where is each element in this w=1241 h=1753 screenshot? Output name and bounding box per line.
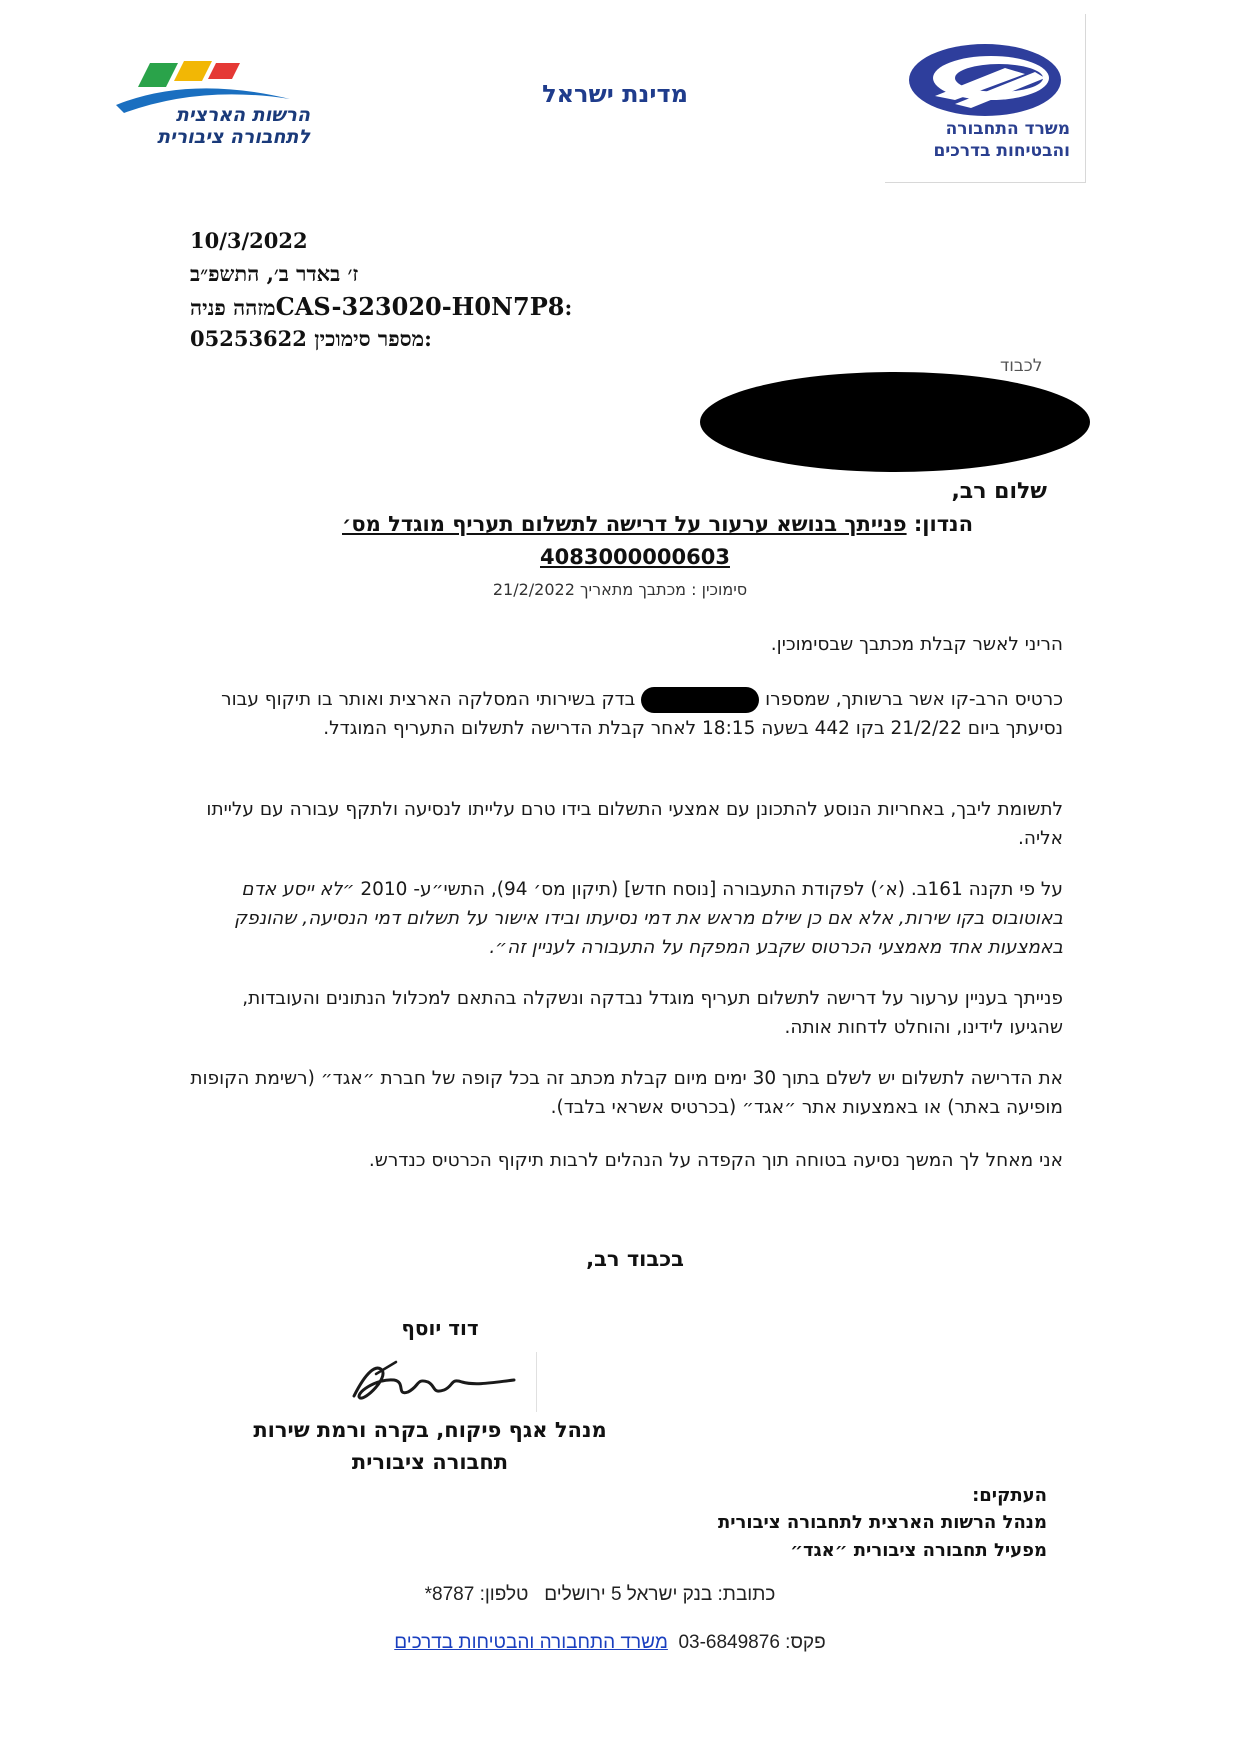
paragraph-5: פנייתך בעניין ערעור על דרישה לתשלום תעריף מוגדל נבדקה ונשקלה בהתאם למכלול הנתונים והעובדות, שהגיעו לידינו, והוחלט לדחות אותה. [242,988,1063,1038]
ref-id-value: CAS-323020-H0N7P8 [275,292,565,321]
subject-number: 4083000000603 [540,545,730,569]
subject-label: הנדון: [913,512,973,536]
ref-id-row [190,292,572,321]
paragraph-1: הריני לאשר קבלת מכתבך שבסימוכין. [770,634,1063,655]
date-gregorian: 10/3/2022 [190,228,308,253]
recipient-redaction [700,372,1090,472]
copies-line1: מנהל הרשות הארצית לתחבורה ציבורית [717,1512,1047,1533]
fax-value: 03-6849876 [678,1632,780,1653]
ref-no-row [190,326,432,352]
paragraph-2-part1: כרטיס הרב-קו אשר ברשותך, שמספרו [765,689,1063,710]
paragraph-2 [188,685,1063,743]
state-title: מדינת ישראל [542,80,688,108]
footer-fax-link [330,1632,890,1654]
signer-title-line2: תחבורה ציבורית [351,1450,509,1474]
paragraph-6: את הדרישה לתשלום יש לשלם בתוך 30 ימים מיום קבלת מכתב זה בכל קופה של חברת ״אגד״ (רשימת הקופות מופיעה באתר) או באמצעות אתר ״אגד״ (בכרטיס אשראי בלבד). [190,1068,1063,1118]
footer-contact [380,1584,820,1606]
ministry-logo [895,38,1075,118]
ref-no-label: מספר סימוכין: [314,326,432,351]
paragraph-7: אני מאחל לך המשך נסיעה בטוחה תוך הקפדה על הנהלים לרבות תיקוף הכרטיס כנדרש. [368,1150,1063,1171]
greeting: שלום רב, [951,479,1047,504]
authority-logo-text: הרשות הארצית לתחבורה ציבורית [157,104,310,148]
address-label: כתובת: [717,1584,776,1605]
paragraph-4-quote: ״לא ייסע אדם באוטובוס בקו שירות, אלא אם כן שילם מראש את דמי נסיעתו ובידו אישור על תשלום דמי הנסיעה, שהונפק באמצעות אחד מאמצעי הכרטוס שקבע המפקח על התעבורה לעניין זה״. [234,879,1063,958]
signer-name: דוד יוסף [401,1316,479,1340]
phone-value: *8787 [424,1584,475,1605]
address-value: בנק ישראל 5 ירושלים [544,1584,713,1605]
ref-id-label: מזהה פניה: [190,295,573,320]
signer-title-line1: מנהל אגף פיקוח, בקרה ורמת שירות [253,1418,607,1442]
subject [213,512,973,536]
paragraph-4-plain: על פי תקנה 161ב. (א׳) לפקודת התעבורה [נוסח חדש] (תיקון מס׳ 94), התשי״ע- 2010 [360,879,1063,900]
phone-label: טלפון: [479,1584,529,1605]
ministry-logo-text: משרד התחבורה והבטיחות בדרכים [933,119,1070,161]
ref-no-value: 05253622 [190,326,307,351]
card-number-redaction [641,687,759,713]
closing: בכבוד רב, [586,1247,684,1271]
signature-icon [336,1352,536,1412]
copies-label: העתקים: [972,1485,1047,1506]
fax-label: פקס: [785,1632,826,1653]
reference-line: סימוכין : מכתבך מתאריך 21/2/2022 [492,580,748,599]
subject-text: פנייתך בנושא ערעור על דרישה לתשלום תעריף מוגדל מס׳ [342,512,907,536]
paragraph-4 [188,875,1063,962]
date-hebrew: ז׳ באדר ב׳, התשפ״ב [190,261,359,286]
recipient-prefix: לכבוד [1000,356,1043,376]
ministry-emblem-icon [895,38,1075,118]
copies-line2: מפעיל תחבורה ציבורית ״אגד״ [790,1540,1047,1561]
signature [336,1352,537,1412]
paragraph-2-part2: בדק בשירותי המסלקה הארצית ואותר בו תיקוף עבור נסיעתך ביום 21/2/22 בקו 442 בשעה 18:15 לאחר קבלת הדרישה לתשלום התעריף המוגדל. [221,689,1063,739]
ministry-website-link[interactable]: משרד התחבורה והבטיחות בדרכים [394,1632,668,1653]
paragraph-3: לתשומת ליבך, באחריות הנוסע להתכונן עם אמצעי התשלום בידו טרם עלייתו לנסיעה ולתקף עבורה עם עלייתו אליה. [206,799,1063,849]
